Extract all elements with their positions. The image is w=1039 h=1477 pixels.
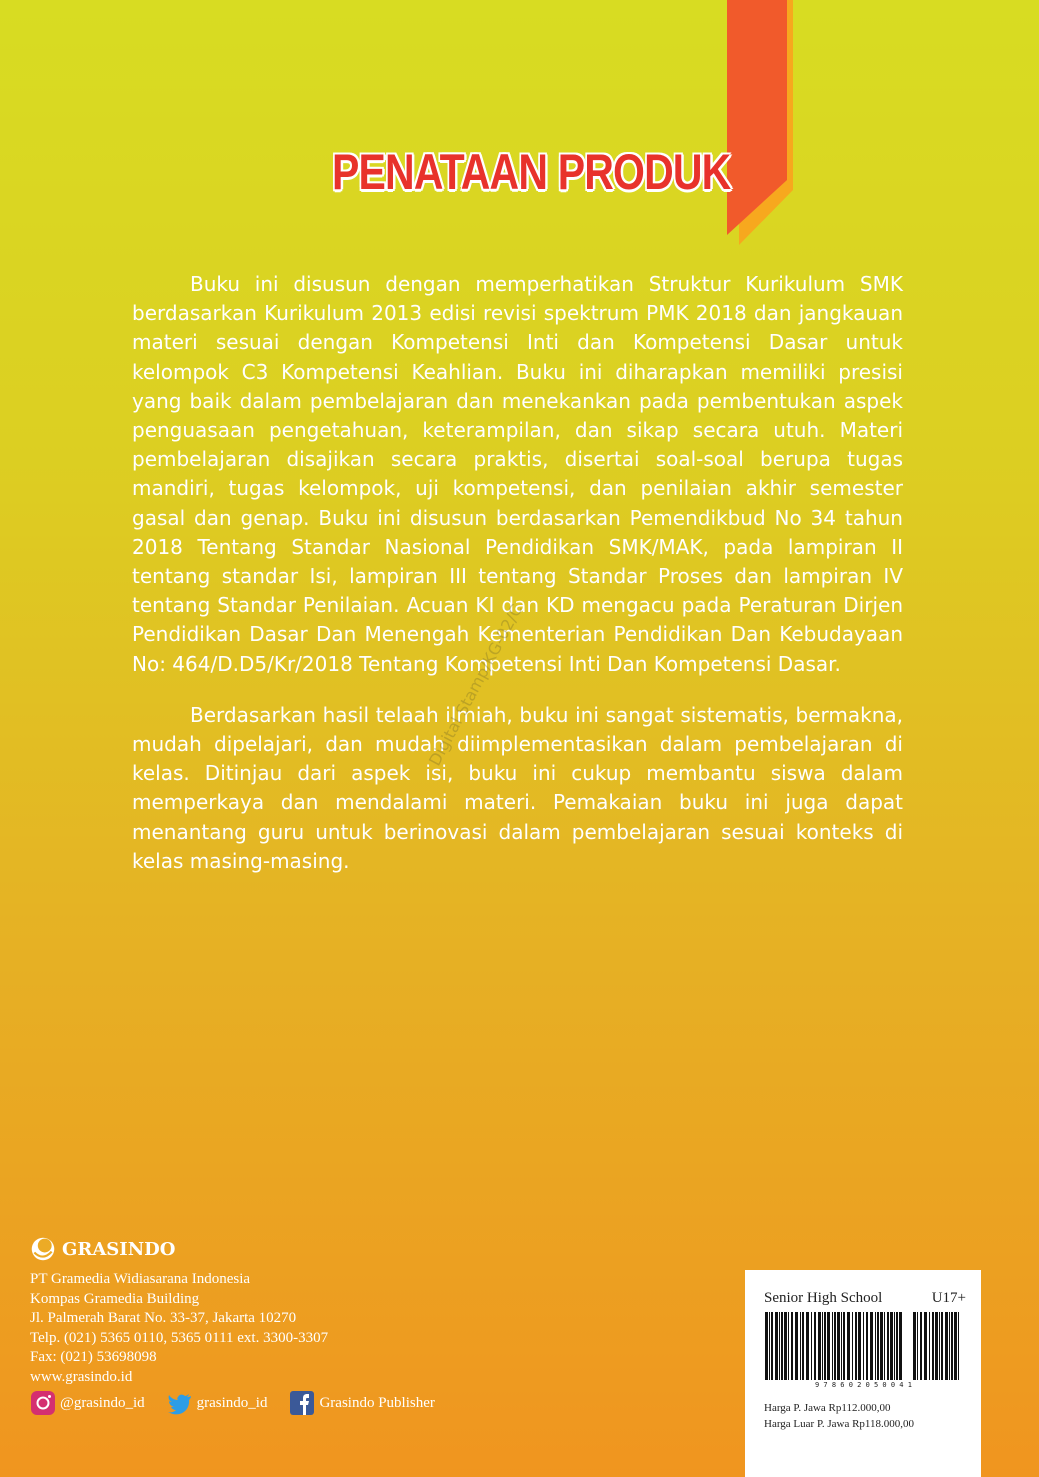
twitter-handle: grasindo_id: [196, 1394, 268, 1411]
publisher-line: Telp. (021) 5365 0110, 5365 0111 ext. 3300-3307: [30, 1329, 329, 1346]
barcode-price-box: [745, 1270, 981, 1477]
digital-stamp-watermark: Digital Stamp/KG-02/C: [425, 601, 527, 769]
school-level: Senior High School: [764, 1290, 883, 1306]
social-links: [30, 1390, 457, 1416]
instagram-link[interactable]: [30, 1390, 145, 1416]
twitter-link[interactable]: [167, 1390, 268, 1416]
facebook-icon: [289, 1390, 315, 1416]
publisher-line: Kompas Gramedia Building: [30, 1290, 200, 1307]
addon-barcode: [913, 1312, 963, 1380]
price-java: Harga P. Jawa Rp112.000,00: [764, 1402, 891, 1414]
isbn-barcode: [765, 1312, 905, 1380]
publisher-info: [30, 1232, 328, 1387]
publisher-line: Jl. Palmerah Barat No. 33-37, Jakarta 10270: [30, 1310, 297, 1326]
barcode-number: 9 7 8 6 0 2 0 5 0 0 4 1: [815, 1381, 912, 1389]
bookmark-ribbon: [727, 0, 793, 245]
facebook-link[interactable]: [289, 1390, 434, 1416]
price-list: [764, 1400, 914, 1432]
description-paragraph: Buku ini disusun dengan memperhatikan Struktur Kurikulum SMK berdasarkan Kurikulum 2013 edisi revisi spektrum PMK 2018 dan jangkauan materi sesuai dengan Kompetensi Inti dan Kompetensi Dasar untuk kelompok C3 Kompetensi Keahlian. Buku ini diharapkan memiliki presisi yang baik dalam pembelajaran dan menekankan pada pembentukan aspek penguasaan pengetahuan, keterampilan, dan sikap secara utuh. Materi pembelajaran disajikan secara praktis, disertai soal-soal berupa tugas mandiri, tugas kelompok, uji kompetensi, dan penilaian akhir semester gasal dan genap. Buku ini disusun berdasarkan Pemendikbud No 34 tahun 2018 Tentang Standar Nasional Pendidikan SMK/MAK, pada lampiran II tentang standar Isi, lampiran III tentang Standar Proses dan lampiran IV tentang Standar Penilaian. Acuan KI dan KD mengacu pada Peraturan Dirjen Pendidikan Dasar Dan Menengah Kementerian Pendidikan Dan Kebudayaan No: 464/D.D5/Kr/2018 Tentang Kompetensi Inti Dan Kompetensi Dasar.: [132, 272, 903, 676]
instagram-handle: @grasindo_id: [60, 1394, 145, 1411]
barcode-header: [764, 1290, 966, 1307]
twitter-icon: [167, 1390, 193, 1416]
price-outside-java: Harga Luar P. Jawa Rp118.000,00: [764, 1418, 915, 1430]
publisher-logo: [30, 1232, 328, 1266]
publisher-address: [30, 1270, 328, 1387]
facebook-page: Grasindo Publisher: [319, 1394, 435, 1411]
publisher-line: PT Gramedia Widiasarana Indonesia: [30, 1271, 251, 1287]
description-paragraph: Berdasarkan hasil telaah ilmiah, buku ini sangat sistematis, bermakna, mudah dipelajari, dan mudah diimplementasikan dalam pembelajaran di kelas. Ditinjau dari aspek isi, buku ini cukup membantu siswa dalam memperkaya dan mendalami materi. Pemakaian buku ini juga dapat menantang guru untuk berinovasi dalam pembelajaran sesuai konteks di kelas masing-masing.: [132, 702, 903, 873]
book-title: PENATAAN PRODUK: [332, 144, 731, 200]
publisher-logo-name: GRASINDO: [62, 1238, 176, 1260]
publisher-line: Fax: (021) 53698098: [30, 1349, 157, 1365]
grasindo-logo-icon: [30, 1236, 56, 1262]
publisher-website-link[interactable]: www.grasindo.id: [30, 1368, 133, 1385]
book-description: [132, 270, 903, 898]
instagram-icon: [30, 1390, 56, 1416]
age-rating: U17+: [931, 1290, 966, 1306]
